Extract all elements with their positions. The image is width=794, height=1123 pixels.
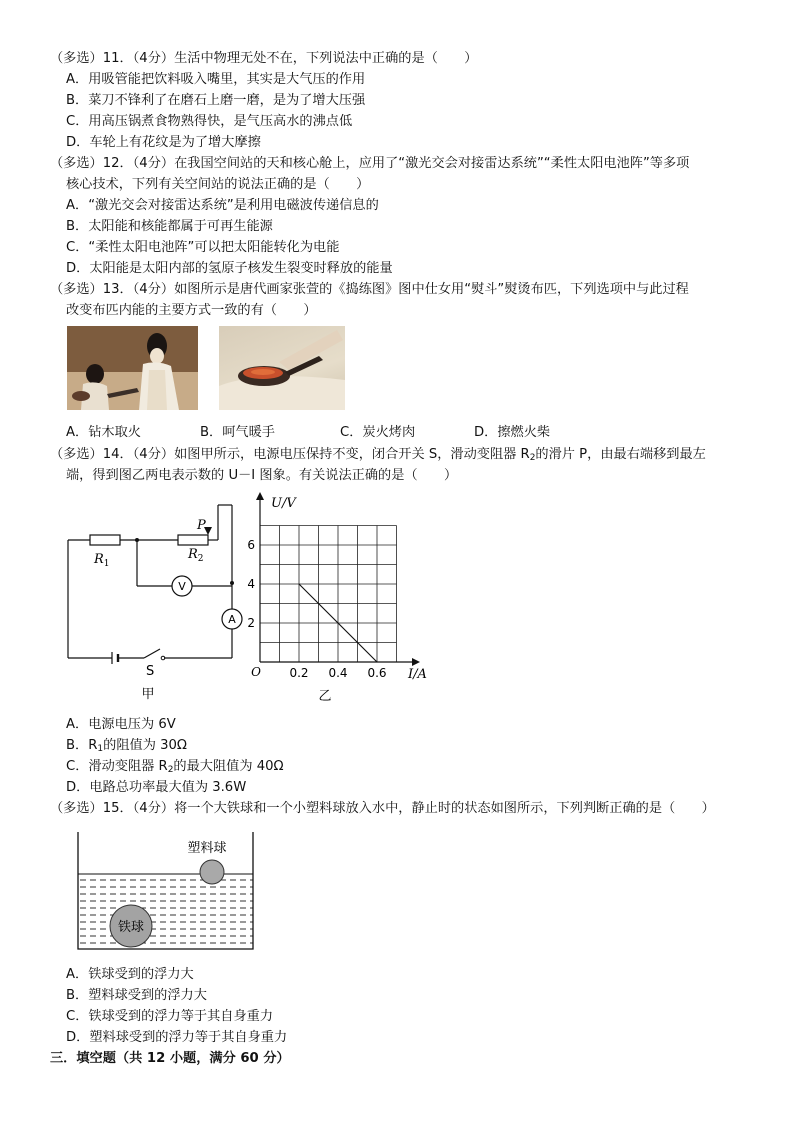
plastic-ball-label: 塑料球	[187, 841, 227, 856]
voltmeter-label: V	[178, 580, 186, 593]
r1-label: R	[94, 552, 104, 567]
y-tick-label: 6	[247, 538, 255, 552]
q14-option-d: D．电路总功率最大值为 3.6W	[66, 780, 247, 795]
ammeter-label: A	[228, 613, 236, 626]
q15-option-b: B．塑料球受到的浮力大	[66, 988, 207, 1003]
section-heading: 三．填空题（共 12 小题，满分 60 分）	[50, 1051, 290, 1066]
q12-option-a: A．“激光交会对接雷达系统”是利用电磁波传递信息的	[66, 198, 379, 213]
circuit-diagram	[60, 495, 250, 705]
q12-stem-line1: （多选）12．（4分）在我国空间站的天和核心舱上，应用了“激光交会对接雷达系统”“柔性太阳电池阵”等多项	[50, 156, 690, 171]
x-tick-label: 0.4	[328, 666, 348, 680]
switch-label: S	[146, 664, 155, 679]
q15-option-a: A．铁球受到的浮力大	[66, 967, 194, 982]
q14-stem-line2: 端，得到图乙两电表示数的 U－I 图象。有关说法正确的是（ ）	[66, 468, 458, 483]
q15-option-c: C．铁球受到的浮力等于其自身重力	[66, 1009, 274, 1024]
r2-sub: 2	[197, 554, 204, 564]
plastic-ball	[200, 860, 224, 884]
q11-stem: （多选）11．（4分）生活中物理无处不在，下列说法中正确的是（ ）	[50, 51, 478, 66]
iron-ball-label: 铁球	[117, 920, 145, 935]
q11-option-b: B．菜刀不锋利了在磨石上磨一磨，是为了增大压强	[66, 93, 366, 108]
ui-graph	[245, 490, 445, 705]
q12-stem-line2: 核心技术，下列有关空间站的说法正确的是（ ）	[66, 177, 370, 192]
svg-text:R2	[187, 547, 204, 564]
q13-stem-line2: 改变布匹内能的主要方式一致的有（ ）	[66, 303, 317, 318]
q11-option-a: A．用吸管能把饮料吸入嘴里，其实是大气压的作用	[66, 72, 366, 87]
q14-option-c: C．滑动变阻器 $R_2$的最大阻值为 40Ω	[66, 759, 284, 775]
x-tick-label: 0.2	[289, 666, 309, 680]
q14-option-b: B．$R_1$的阻值为 30Ω	[66, 738, 187, 754]
graph-origin: O	[251, 665, 261, 679]
r1-sub: 1	[103, 559, 110, 569]
q12-option-c: C．“柔性太阳电池阵”可以把太阳能转化为电能	[66, 240, 340, 255]
r2-label: R	[188, 547, 198, 562]
q11-option-d: D．车轮上有花纹是为了增大摩擦	[66, 135, 261, 150]
x-tick-label: 0.6	[367, 666, 387, 680]
graph-y-label: U/V	[271, 496, 296, 511]
q13-option-a: A．钻木取火	[66, 425, 141, 440]
circuit-caption: 甲	[141, 687, 155, 702]
graph-caption: 乙	[318, 689, 332, 704]
beaker-diagram	[70, 828, 260, 953]
y-tick-label: 4	[247, 577, 255, 591]
graph-x-label: I/A	[408, 667, 427, 682]
q11-option-c: C．用高压锅煮食物熟得快，是气压高水的沸点低	[66, 114, 353, 129]
svg-text:R1	[93, 552, 110, 569]
q14-option-a: A．电源电压为 6V	[66, 717, 176, 732]
slider-label: P	[197, 518, 206, 533]
q15-option-d: D．塑料球受到的浮力等于其自身重力	[66, 1030, 288, 1045]
q13-option-d: D．擦燃火柴	[474, 425, 551, 440]
q14-stem-line1: （多选）14．（4分）如图甲所示，电源电压保持不变，闭合开关 S，滑动变阻器 $R_2$的滑片 P，由最右端移到最左	[50, 447, 706, 463]
q13-option-b: B．呵气暖手	[200, 425, 275, 440]
q12-option-d: D．太阳能是太阳内部的氢原子核发生裂变时释放的能量	[66, 261, 393, 276]
painting-figure-right	[219, 326, 345, 410]
q15-stem: （多选）15．（4分）将一个大铁球和一个小塑料球放入水中，静止时的状态如图所示，下列判断正确的是（ ）	[50, 801, 715, 816]
painting-figure-left	[67, 326, 198, 410]
q13-option-c: C．炭火烤肉	[340, 425, 416, 440]
y-tick-label: 2	[247, 616, 255, 630]
q12-option-b: B．太阳能和核能都属于可再生能源	[66, 219, 273, 234]
q13-stem-line1: （多选）13．（4分）如图所示是唐代画家张萱的《捣练图》图中仕女用“熨斗”熨烫布匹，下列选项中与此过程	[50, 282, 689, 297]
